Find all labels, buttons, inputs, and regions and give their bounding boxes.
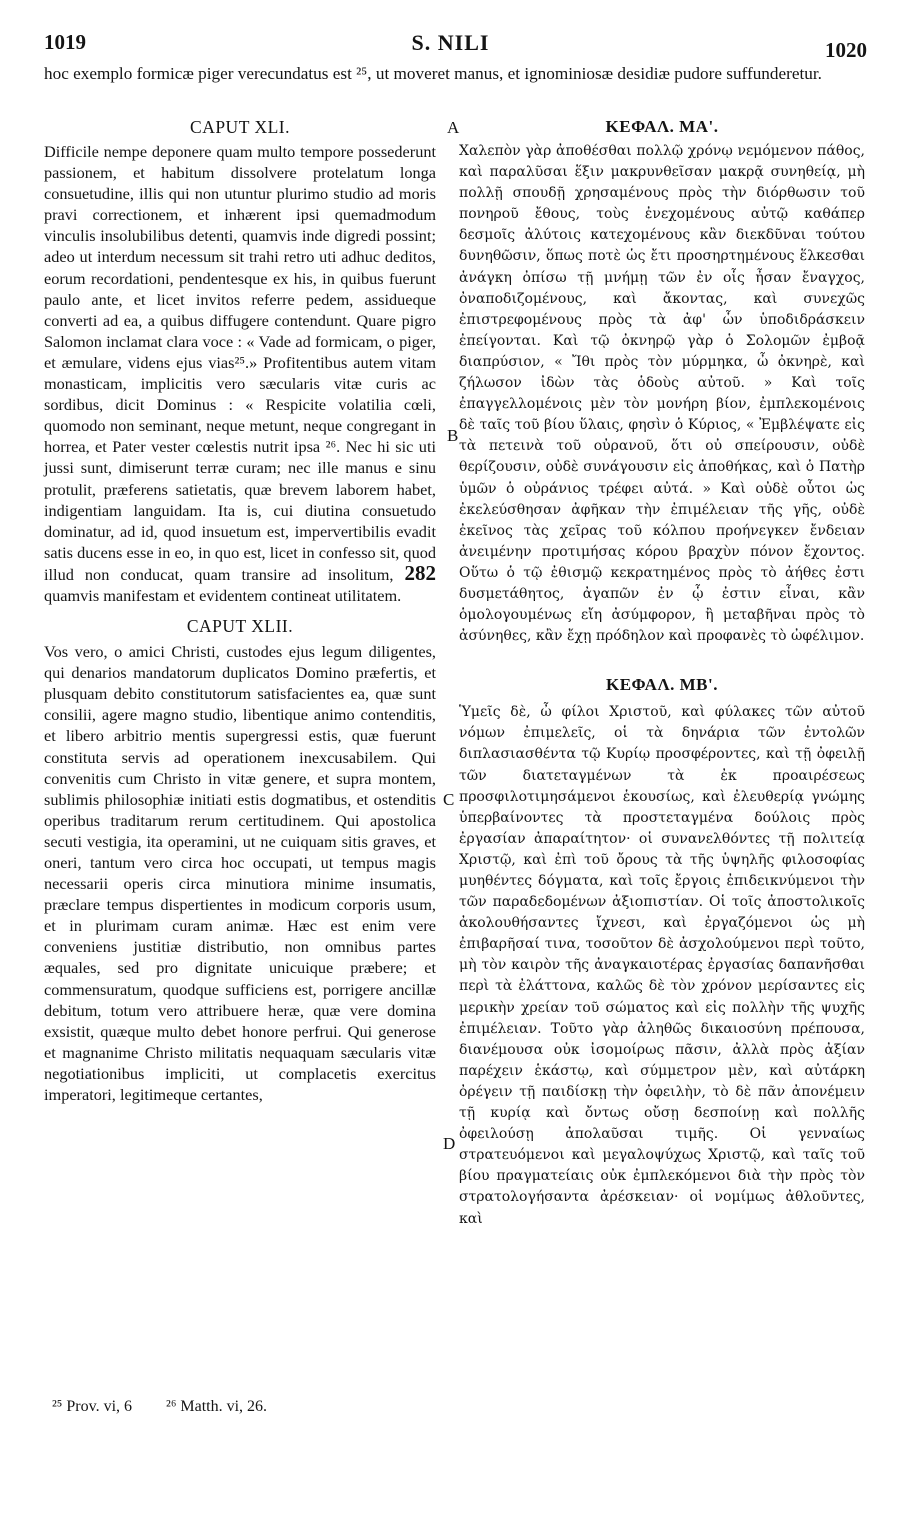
margin-mark-d: D <box>443 1134 456 1153</box>
latin-caput42-heading: CAPUT XLII. <box>186 616 294 637</box>
page-marker: 282 <box>404 560 436 585</box>
latin-caput41-text-part2: quamvis manifestam et evidentem contineat utilitatem. <box>44 585 402 605</box>
latin-caput41-heading: CAPUT XLI. <box>190 117 290 137</box>
latin-caput41-text-part1: Difficile nempe deponere quam multo tempore possederunt passionem, et habitum dissolvere protelatum longa consuetudine, illis qui non utuntur plurimo studio ad moris pravi correctionem, et inhærent ipsi quemadmodum vinculis insolubilibus detenti, quamvis inde digredi possint; adeo ut interdum necessum sit trahi retro uti adhuc deditos, eorum recordationi, pendentesque ex his, in quibus fuerunt paulo ante, et licet invitos referre pedem, assidueque converti ad ea, a quibus diffugere contendunt. Quare pigro Salomon inclamat clara voce : « Vade ad formicam, o piger, et æmulare, videns ejus vias²⁵.» Profitentibus autem vitam monasticam, implicitis vero sæcularis vitæ curis ac sordibus, dicit Dominus : « Respicite volatilia cœli, quomodo non seminant, neque metunt, neque congregant in horrea, et Pater vester cœlestis nutrit ipsa ²⁶. Nec hi sic uti jussi sunt, dimiserunt terræ curam; nec ille manus e sinu protulit, præferens satietatis, quæ brevem laborem habet, indigentiam languidam. Ita is, cui diutina consuetudo dominatur, ad id, quod insuetum est, impervertibilis evadit satis ducens esse in eo, in quo est, licet in confesso sit, quod illud non conducat, quam transire ad insolitum, <box>44 142 436 584</box>
greek-caput42-heading: ΚΕΦΑΛ. ΜΒ'. <box>606 675 718 695</box>
footnote-26: ²⁶ Matth. vi, 26. <box>166 1398 268 1415</box>
column-number-left: 1019 <box>44 30 86 54</box>
running-title: S. NILI <box>411 30 490 55</box>
footnote-25: ²⁵ Prov. vi, 6 <box>52 1398 133 1415</box>
margin-mark-a: A <box>447 118 460 137</box>
greek-column <box>459 115 865 1230</box>
greek-caput41-text: Χαλεπὸν γὰρ ἀποθέσθαι πολλῷ χρόνῳ νεμόμενον πάθος, καὶ παραλῦσαι ἕξιν μακρυνθεῖσαν μακρᾷ συνηθείᾳ, μὴ πολλῇ σπουδῇ χρησαμένους πρὸς τὴν διόρθωσιν τοῦ πονηροῦ ἔθους, τοὺς ἐνεχομένους αὐτῷ καθάπερ δεσμοῖς ἀλύτοις κατεχομένους κἂν διεκδῦναι τούτου δυνηθῶσιν, ὅπως ποτὲ ὡς ἔτι προσηρτημένους ἕλκεσθαι ἀνάγκη ὀπίσω τῇ μνήμῃ τῶν ἐν οἷς ἦσαν ἔναγχος, ὀναποδιζομένους, καὶ ἄκοντας, καὶ συνεχῶς ἐπιστρεφομένους πρὸς τὰ ἀφ' ὧν ὑποδιδράσκειν ἐπείγονται. Καὶ τῷ ὀκνηρῷ γὰρ ὁ Σολομῶν ἐμβοᾷ διαπρύσιον, « Ἴθι πρὸς τὸν μύρμηκα, ὦ ὀκνηρὲ, καὶ ζήλωσον ἰδὼν τὰς ὁδοὺς αὐτοῦ. » Καὶ τοῖς ἐπαγγελλομένοις μὲν τὸν μονήρη βίον, ἐμπλεκομένοις δὲ ταῖς τοῦ βίου ὕλαις, φησὶν ὁ Κύριος, « Ἐμβλέψατε εἰς τὰ πετεινὰ τοῦ οὐρανοῦ, ὅτι οὐ σπείρουσιν, οὐδὲ θερίζουσιν, οὐδὲ συνάγουσιν εἰς ἀποθήκας, καὶ ὁ Πατὴρ ὑμῶν ὁ οὐράνιος τρέφει αὐτά. » Καὶ οὐδὲ οὗτοι ὡς ἐκελεύσθησαν ἀφῆκαν τὴν ἐπιμέλειαν τῆς γῆς, οὐδὲ ἐκεῖνος τὰς χεῖρας τοῦ κόλπου προήνεγκεν ἔνδειαν ἀνειμένην προτιμήσας κόρου βραχὺν πόνον ἔχοντος. Οὕτω ὁ τῷ ἐθισμῷ κεκρατημένος πρὸς τὸ ἀήθες ἐστι δυσμετάθητος, ἀγαπῶν ἐν ᾧ ἐστιν εἶναι, κἂν ὁμολογουμένως εἴη ἀσύμφορον, ἢ μεταβῆναι πρὸς τὸ ἀσύνηθες, κἂν ἔχῃ πρόδηλον καὶ προφανὲς τὸ ὠφέλιμον. <box>459 143 865 645</box>
latin-caput42-text: Vos vero, o amici Christi, custodes ejus legum diligentes, qui denarios mandatorum duplicatos Domino præfertis, et plusquam debito constitutorum satisfacientes ea, quæ sunt consilii, agere magno studio, libentique animo contenditis, et libero arbitrio mentis supergressi estis, quæ fuerunt constituta servis ad operationem inexcusabilem. Qui convenitis cum Christo in vitæ genere, et supra montem, sublimis philosophiæ initiati estis dogmatibus, et ostenditis operibus traditarum rerum certitudinem. Qui apostolica secuti vestigia, ita operamini, ut ne cuiquam sitis graves, et oneri, tantum vero circa hoc occupati, ut tempus magis necessarii operis circa minutiora minime insumatis, præclare tempus dispertientes in modicum corporis usum, et in plurimam curam animæ. Hæc est enim vere conveniens justitiæ distributio, non omnibus partes æquales, sed pro dignitate unicuique præbere; et commensuratum, quodque sufficiens est, porrigere ancillæ debitum, totum vero attribuere heræ, quæ vere domina exsistit, quæque multo debet honore perfrui. Qui generose et magnanime Christo militatis nequaquam sæcularis vitæ negotiationibus impliciti, ut complacetis exercitus imperatori, legitimeque certantes, <box>44 642 436 1105</box>
margin-mark-b: B <box>447 426 459 445</box>
greek-caput41-heading: ΚΕΦΑΛ. ΜΑ'. <box>605 117 719 136</box>
latin-column <box>44 115 436 1105</box>
footnotes <box>52 1398 297 1416</box>
intro-paragraph: hoc exemplo formicæ piger verecundatus est ²⁵, ut moveret manus, et ignominiosæ desidiæ pudore suffunderetur. <box>44 64 822 83</box>
margin-mark-c: C <box>443 790 455 809</box>
column-number-right: 1020 <box>825 38 867 62</box>
greek-caput42-text: Ὑμεῖς δὲ, ὦ φίλοι Χριστοῦ, καὶ φύλακες τῶν αὐτοῦ νόμων ἐπιμελεῖς, οἱ τὰ δηνάρια τῶν ἐντολῶν διπλασιασθέντα τῷ Κυρίῳ προσφέροντες, καὶ τῇ ὀφειλῇ τῶν διατεταγμένων τὰ ἐκ προαιρέσεως προσφιλοτιμησάμενοι ἑκουσίως, καὶ ἐλευθερίᾳ γνώμης ὑπερβαίνοντες τὰ προστεταγμένα δούλοις πρὸς ἐργασίαν ἀπαραίτητον· οἱ συνανελθόντες τῇ πολιτείᾳ Χριστῷ, καὶ ἐπὶ τοῦ ὄρους τὰ τῆς ὑψηλῆς φιλοσοφίας μυηθέντες δόγματα, καὶ τοῖς ἔργοις ἐπιδεικνύμενοι τὴν τῶν παραδεδομένων ἀξιοπιστίαν. Οἱ τοῖς ἀποστολικοῖς ἀκολουθήσαντες ἴχνεσι, καὶ ἐργαζόμενοι ὡς μὴ ἐπιβαρῆσαί τινα, τοσοῦτον δὲ ἀσχολούμενοι περὶ τοῦτο, μὴ τὸν καιρὸν τῆς ἀναγκαιοτέρας ἐργασίας δαπανῆσθαι περὶ τὰ ἐλάττονα, καλῶς δὲ τὸν χρόνον μερίσαντες εἰς μερικὴν χρείαν τοῦ σώματος καὶ εἰς πολλὴν τῆς ψυχῆς ἐπιμέλειαν. Τοῦτο γὰρ ἀληθῶς δικαιοσύνη πρέπουσα, διανέμουσα οὐκ ἰσομοίρως πᾶσιν, ἀλλὰ πρὸς ἀξίαν παρέχειν ἑκάστῳ, καὶ σύμμετρον μὲν, καὶ αὐτάρκη ὀρέγειν τῇ παιδίσκῃ τὴν ὀφειλὴν, τὸ δὲ πᾶν ἀπονέμειν τῇ κυρίᾳ καὶ ὄντως οὔσῃ δεσποίνῃ καὶ πολλῆς ὀφειλούσῃ ἀπολαῦσαι τιμῆς. Οἱ γενναίως στρατευόμενοι καὶ μεγαλοψύχως Χριστῷ, καὶ ταῖς τοῦ βίου πραγματείαις οὐκ ἐμπλεκόμενοι διὰ τὴν πρὸς τὸν στρατολογήσαντα ἀρέσκειαν· οἱ νομίμως ἀθλοῦντες, καὶ <box>459 704 865 1227</box>
latin-caput41-text <box>44 141 436 606</box>
